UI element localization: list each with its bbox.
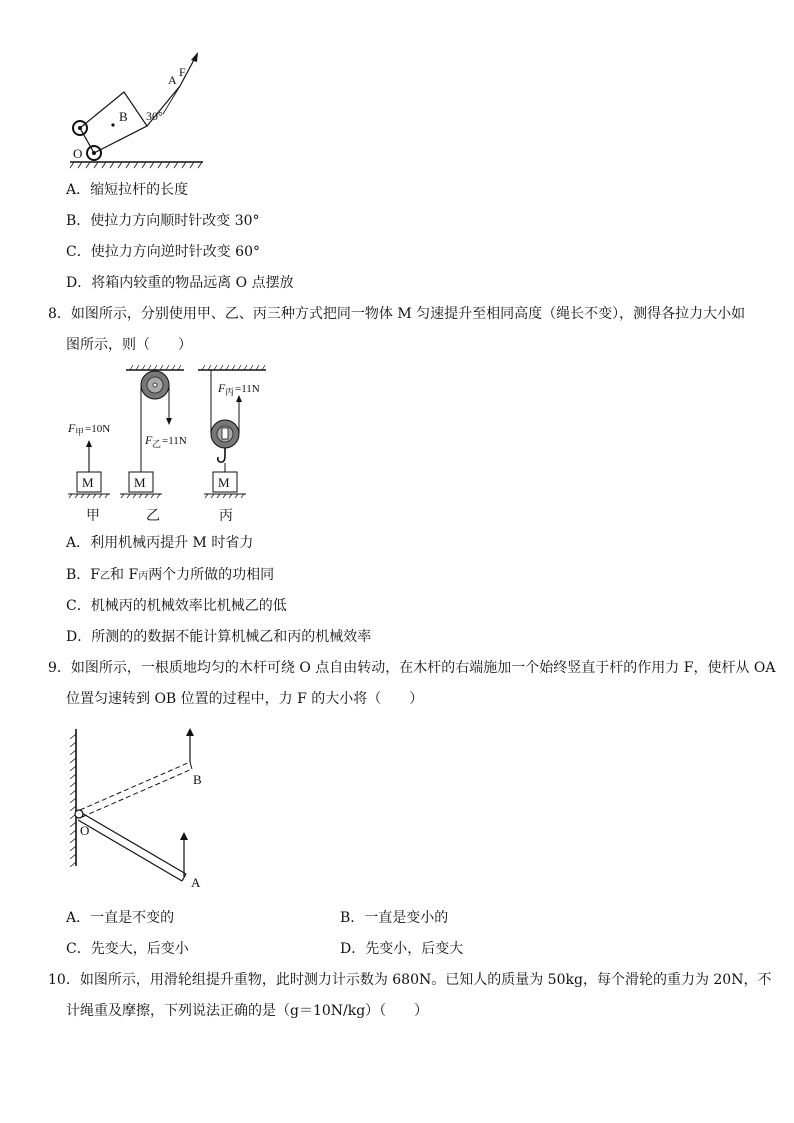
q9-figure (66, 724, 226, 894)
q8-bing-force-F: F (218, 381, 226, 395)
q9-label-B: B (193, 772, 202, 787)
q8-jia-force-F: F (68, 421, 76, 435)
q8-figure (60, 362, 280, 526)
q8-bing-force-value: =11N (235, 383, 260, 395)
q8-option-b-prefix: B．F (66, 567, 101, 583)
q7-option-d: D．将箱内较重的物品远离 O 点摆放 (66, 275, 294, 291)
q8-caption-bing: 丙 (219, 509, 233, 524)
q9-label-A: A (191, 875, 201, 890)
q9-stem-line2: 位置匀速转到 OB 位置的过程中，力 F 的大小将（ ） (66, 691, 424, 707)
q8-option-b-sub1: 乙 (100, 571, 111, 582)
q8-option-b-mid: 和 F (110, 567, 139, 583)
q7-angle-label: 30° (146, 109, 163, 123)
q8-stem-line1: 8．如图所示，分别使用甲、乙、丙三种方式把同一物体 M 匀速提升至相同高度（绳长不变），测得各拉力大小如 (48, 306, 746, 322)
q8-option-b (66, 566, 274, 586)
q8-jia-force-value: =10N (85, 423, 111, 435)
q8-option-c: C．机械丙的机械效率比机械乙的低 (66, 598, 287, 614)
q8-option-b-sub2: 丙 (138, 571, 149, 582)
q8-yi-force-F: F (145, 433, 153, 447)
q8-option-d: D．所测的的数据不能计算机械乙和丙的机械效率 (66, 629, 372, 645)
q7-label-F: F (179, 65, 186, 79)
q7-label-B: B (119, 109, 128, 124)
q8-yi-force-sub: 乙 (152, 439, 162, 449)
q8-jia-force-sub: 甲 (75, 427, 85, 437)
q7-label-A: A (168, 73, 177, 87)
q8-bing-block-label: M (218, 475, 230, 490)
q9-option-b: B．一直是变小的 (340, 910, 449, 926)
q7-label-O: O (73, 146, 83, 161)
q8-stem-line2: 图所示，则（ ） (66, 337, 192, 353)
q9-option-d: D．先变小，后变大 (340, 941, 464, 957)
q10-stem-line1: 10．如图所示，用滑轮组提升重物，此时测力计示数为 680N。已知人的质量为 50kg，每个滑轮的重力为 20N，不 (48, 972, 772, 988)
q9-stem-line1: 9．如图所示，一根质地均匀的木杆可绕 O 点自由转动，在木杆的右端施加一个始终竖直于杆的作用力 F，使杆从 OA (48, 660, 776, 676)
q8-yi-force-value: =11N (162, 435, 187, 447)
q7-option-b: B．使拉力方向顺时针改变 30° (66, 213, 260, 229)
q9-option-c: C．先变大，后变小 (66, 941, 189, 957)
q8-option-a: A．利用机械丙提升 M 时省力 (66, 535, 254, 551)
q9-label-O: O (80, 823, 90, 838)
q8-caption-jia: 甲 (86, 509, 100, 524)
q8-option-b-suffix: 两个力所做的功相同 (148, 567, 275, 583)
q10-stem-line2: 计绳重及摩擦，下列说法正确的是（g＝10N/kg）（ ） (66, 1003, 429, 1019)
q7-option-c: C．使拉力方向逆时针改变 60° (66, 244, 260, 260)
q8-yi-block-label: M (134, 475, 146, 490)
q8-caption-yi: 乙 (146, 509, 160, 524)
q8-bing-force-sub: 丙 (225, 387, 235, 397)
q7-option-a: A．缩短拉杆的长度 (66, 182, 189, 198)
q9-option-a: A．一直是不变的 (66, 910, 175, 926)
q8-jia-block-label: M (82, 475, 94, 490)
q7-figure (60, 48, 220, 173)
